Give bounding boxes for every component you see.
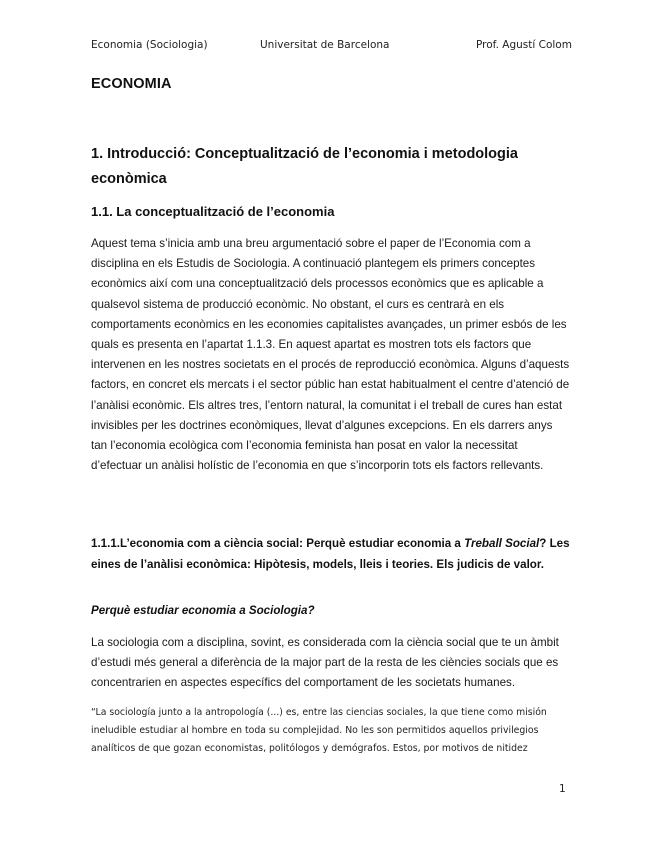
section-1-1-1-heading-part-a: 1.1.1.L’economia com a ciència social: Perquè estudiar economia a — [91, 537, 465, 550]
header-professor: Prof. Agustí Colom — [476, 39, 572, 51]
section-1-1-1-heading-part-c: ? Les eines de l’anàlisi econòmica: Hipòtesis, models, lleis i teories. Els judicis de valor. — [91, 537, 570, 571]
quote-block: “La sociología junto a la antropología (...) es, entre las ciencias sociales, la que tiene como misión ineludible estudiar al hombre en toda su complejidad. No les son permitidos aquellos privilegios analíticos de que gozan economistas, politólogos y demógrafos. Estos, por motivos de nitidez — [91, 707, 547, 754]
section-1-1-heading: 1.1. La conceptualització de l’economia — [91, 204, 335, 219]
section-1-heading: 1. Introducció: Conceptualització de l’economia i metodologia econòmica — [91, 146, 518, 187]
document-title: ECONOMIA — [91, 76, 172, 92]
section-1-1-1-heading — [91, 533, 571, 575]
header-university: Universitat de Barcelona — [260, 39, 390, 51]
page-number: 1 — [559, 783, 566, 795]
section-1-1-1-heading-italic: Treball Social — [464, 537, 540, 550]
header-course: Economia (Sociologia) — [91, 39, 208, 51]
sociology-paragraph: La sociologia com a disciplina, sovint, es considerada com la ciència social que te un àmbit d’estudi més general a diferència de la major part de la resta de les ciències socials que es concentrarien en aspectes específics del comportament de les societats humanes. — [91, 636, 559, 690]
intro-paragraph: Aquest tema s’inicia amb una breu argumentació sobre el paper de l’Economia com a disciplina en els Estudis de Sociologia. A continuació plantegem els primers conceptes econòmics així com una conceptualització dels processos econòmics que es aplicable a qualsevol sistema de producció econòmic. No obstant, el curs es centrarà en els comportaments econòmics en les economies capitalistes avançades, un primer esbós de les quals es presenta en l’apartat 1.1.3. En aquest apartat es mostren tots els factors que intervenen en les nostres societats en el procés de reproducció econòmica. Alguns d’aquests factors, en concret els mercats i el sector públic han estat habitualment el centre d’atenció de l’anàlisi econòmic. Els altres tres, l’entorn natural, la comunitat i el treball de cures han estat invisibles per les doctrines econòmiques, llevat d’algunes excepcions. En els darrers anys tan l’economia ecològica com l’economia feminista han posat en valor la necessitat d’efectuar un anàlisi holístic de l’economia en que s’incorporin tots els factors rellevants. — [91, 237, 570, 473]
subheading-why-study: Perquè estudiar economia a Sociologia? — [91, 604, 315, 617]
